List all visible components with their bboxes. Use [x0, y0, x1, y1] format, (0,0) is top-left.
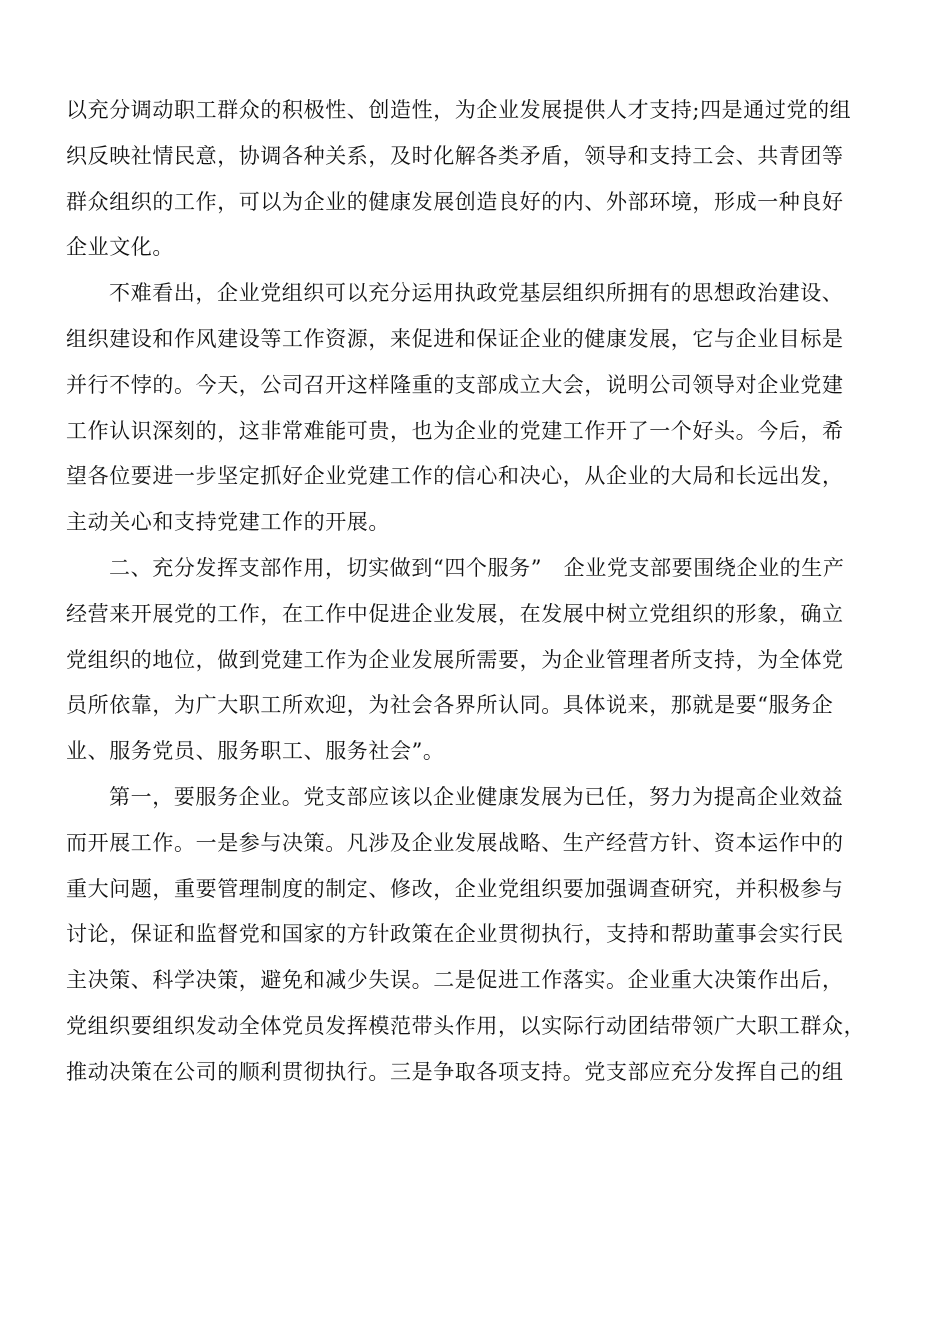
text-line: 群众组织的工作，可以为企业的健康发展创造良好的内、外部环境，形成一种良好	[66, 189, 844, 214]
paragraph-first-line: 不难看出，企业党组织可以充分运用执政党基层组织所拥有的思想政治建设、	[109, 281, 844, 306]
text-line: 企业文化。	[66, 235, 174, 260]
paragraph-first-line: 第一，要服务企业。党支部应该以企业健康发展为已任，努力为提高企业效益	[109, 784, 844, 809]
text-line: 经营来开展党的工作，在工作中促进企业发展，在发展中树立党组织的形象，确立	[66, 601, 844, 626]
text-line: 推动决策在公司的顺利贯彻执行。三是争取各项支持。党支部应充分发挥自己的组	[66, 1059, 844, 1084]
text-line: 业、服务党员、服务职工、服务社会”。	[66, 739, 445, 764]
text-line: 以充分调动职工群众的积极性、创造性，为企业发展提供人才支持;四是通过党的组	[66, 98, 852, 122]
text-line: 组织建设和作风建设等工作资源，来促进和保证企业的健康发展，它与企业目标是	[66, 326, 844, 351]
text-line: 而开展工作。一是参与决策。凡涉及企业发展战略、生产经营方针、资本运作中的	[66, 830, 844, 855]
text-line: 织反映社情民意，协调各种关系，及时化解各类矛盾，领导和支持工会、共青团等	[66, 143, 844, 168]
text-line: 主决策、科学决策，避免和减少失误。二是促进工作落实。企业重大决策作出后，	[66, 968, 844, 993]
text-line: 党组织的地位，做到党建工作为企业发展所需要，为企业管理者所支持，为全体党	[66, 647, 844, 672]
text-line: 讨论，保证和监督党和国家的方针政策在企业贯彻执行，支持和帮助董事会实行民	[66, 922, 844, 947]
text-line: 主动关心和支持党建工作的开展。	[66, 510, 390, 535]
text-line: 并行不悖的。今天，公司召开这样隆重的支部成立大会，说明公司领导对企业党建	[66, 372, 844, 397]
text-line: 党组织要组织发动全体党员发挥模范带头作用，以实际行动团结带领广大职工群众，	[66, 1013, 866, 1038]
text-line: 员所依靠，为广大职工所欢迎，为社会各界所认同。具体说来，那就是要“服务企	[66, 693, 834, 718]
text-line: 工作认识深刻的，这非常难能可贵，也为企业的党建工作开了一个好头。今后，希	[66, 418, 844, 443]
document-body	[66, 88, 884, 1096]
text-line: 重大问题，重要管理制度的制定、修改，企业党组织要加强调查研究，并积极参与	[66, 876, 844, 901]
paragraph-first-line: 二、充分发挥支部作用，切实做到“四个服务” 企业党支部要围绕企业的生产	[109, 555, 845, 580]
text-line: 望各位要进一步坚定抓好企业党建工作的信心和决心，从企业的大局和长远出发，	[66, 464, 844, 489]
